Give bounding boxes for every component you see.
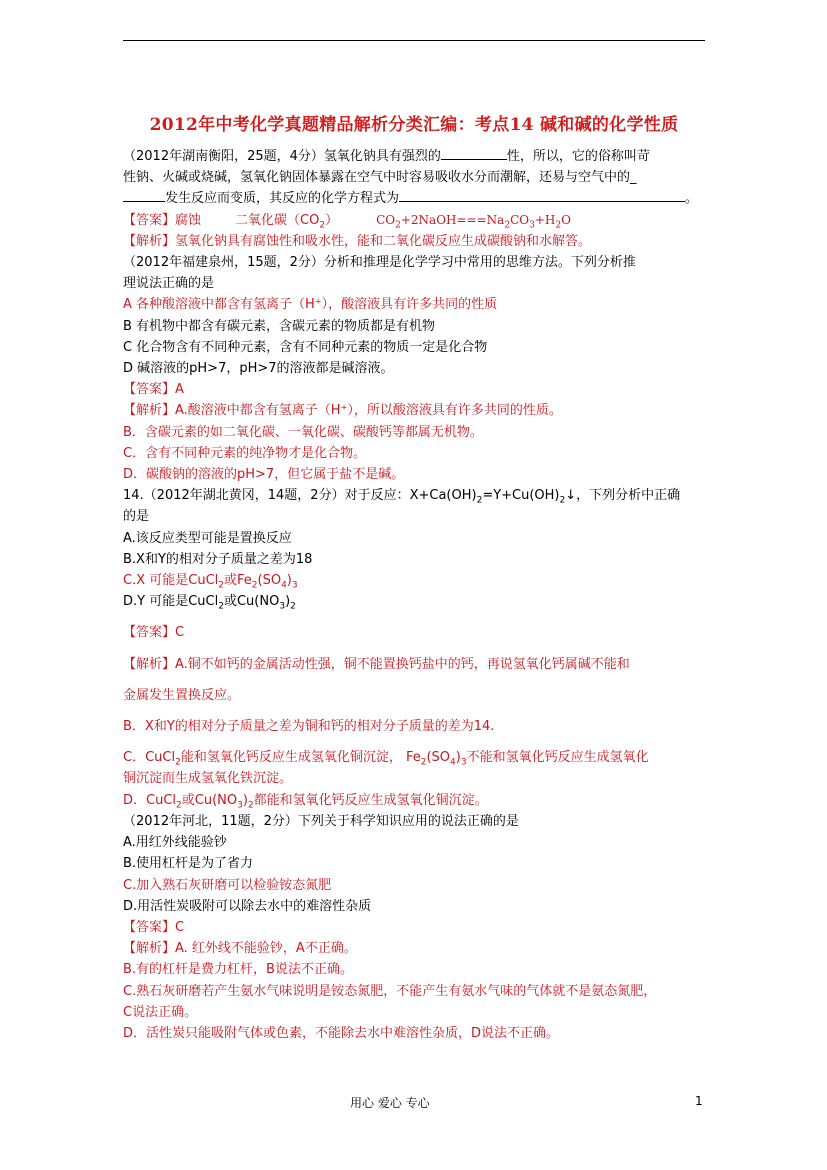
q3-option-d: D.Y 可能是CuCl$_2$或$Cu(NO_3)_2$ [123,594,296,612]
q2-analysis-b: B．含碳元素的如二氧化碳、一氧化碳、碳酸钙等都属无机物。 [123,424,483,440]
q3-analysis-c1: C．CuCl$_2$能和氢氧化钙反应生成氢氧化铜沉淀， $Fe_2(SO_4)_3$不能和氢氧化钙反应生成氢氧化 [123,750,649,768]
q1-line3: 发生反应而变质，其反应的化学方程式为 。 [123,188,708,209]
q3-answer: 【答案】C [123,625,185,641]
q3-option-c: C.X 可能是CuCl$_2$或$Fe_2(SO_4)_3$ [123,573,298,591]
page-title: 2012年中考化学真题精品解析分类汇编：考点14 碱和碱的化学性质 [149,115,679,135]
q1-line2: 性钠、火碱或烧碱，氢氧化钠固体暴露在空气中时容易吸收水分而潮解，还易与空气中的_ [123,170,637,186]
q3-analysis-b: B．X和Y的相对分子质量之差为铜和钙的相对分子质量的差为14. [123,719,495,735]
q3-line1: 14.（2012年湖北黄冈，14题，2分）对于反应：$X+Ca(OH)_2=Y+Cu(OH)_2↓$，下列分析中正确 [123,488,681,506]
q4-line1: （2012年河北，11题，2分）下列关于科学知识应用的说法正确的是 [123,813,519,829]
q4-analysis-b: B.有的杠杆是费力杠杆，B说法不正确。 [123,962,353,978]
q2-option-b: B 有机物中都含有碳元素，含碳元素的物质都是有机物 [123,318,436,334]
q3-analysis-c2: 铜沉淀而生成氢氧化铁沉淀。 [123,771,293,787]
q2-option-a: A 各种酸溶液中都含有氢离子（H⁺），酸溶液具有许多共同的性质 [123,297,498,313]
q2-answer: 【答案】A [123,382,184,398]
q2-option-d: D 碱溶液的pH>7，pH>7的溶液都是碱溶液。 [123,361,394,377]
q2-option-c: C 化合物含有不同种元素，含有不同种元素的物质一定是化合物 [123,339,488,355]
document-body [123,146,708,1044]
q4-analysis-a: 【解析】A. 红外线不能验钞，A不正确。 [123,941,357,957]
q2-analysis-d: D．碳酸钠的溶液的pH>7，但它属于盐不是碱。 [123,467,405,483]
q4-option-a: A.用红外线能验钞 [123,835,227,851]
q2-analysis-a: 【解析】A.酸溶液中都含有氢离子（H⁺），所以酸溶液具有许多共同的性质。 [123,403,562,419]
q4-answer: 【答案】C [123,919,185,935]
q1-analysis: 【解析】氢氧化钠具有腐蚀性和吸水性，能和二氧化碳反应生成碳酸钠和水解答。 [123,233,592,249]
q4-analysis-c2: C说法正确。 [123,1004,198,1020]
fill-blank[interactable] [123,188,165,202]
q4-analysis-d: D．活性炭只能吸附气体或色素，不能除去水中难溶性杂质，D说法不正确。 [123,1025,560,1041]
q1-answer: 【答案】腐蚀 二氧化碳$(CO_2)$ $CO_2+2NaOH===Na_2CO_3+H_2O$ [123,212,571,231]
q3-analysis-a1: 【解析】A.铜不如钙的金属活动性强，铜不能置换钙盐中的钙，再说氢氧化钙属碱不能和 [123,656,630,672]
header-rule [123,40,705,41]
q3-analysis-d: D．CuCl$_2$或$Cu(NO_3)_2$都能和氢氧化钙反应生成氢氧化铜沉淀。 [123,792,488,811]
q3-analysis-a2: 金属发生置换反应。 [123,687,241,703]
footer-motto: 用心 爱心 专心 [350,1096,430,1110]
q2-line2: 理说法正确的是 [123,276,215,292]
q3-option-a: A.该反应类型可能是置换反应 [123,530,292,546]
q3-option-b: B.X和Y的相对分子质量之差为18 [123,551,313,567]
q4-option-d: D.用活性炭吸附可以除去水中的难溶性杂质 [123,898,372,914]
q1-line1: （2012年湖南衡阳，25题，4分）氢氧化钠具有强烈的 性，所以，它的俗称叫苛 [123,146,708,167]
q4-analysis-c1: C.熟石灰研磨若产生氨水气味说明是铵态氮肥，不能产生有氨水气味的气体就不是氨态氮肥， [123,983,657,999]
fill-blank[interactable] [399,188,685,202]
q4-option-c: C.加入熟石灰研磨可以检验铵态氮肥 [123,877,332,893]
q2-analysis-c: C．含有不同种元素的纯净物才是化合物。 [123,445,367,461]
q2-line1: （2012年福建泉州，15题，2分）分析和推理是化学学习中常用的思维方法。下列分析推 [123,255,636,271]
page-number: 1 [695,1094,703,1108]
fill-blank[interactable] [441,146,507,160]
q3-line2: 的是 [123,509,150,525]
q4-option-b: B.使用杠杆是为了省力 [123,856,254,872]
